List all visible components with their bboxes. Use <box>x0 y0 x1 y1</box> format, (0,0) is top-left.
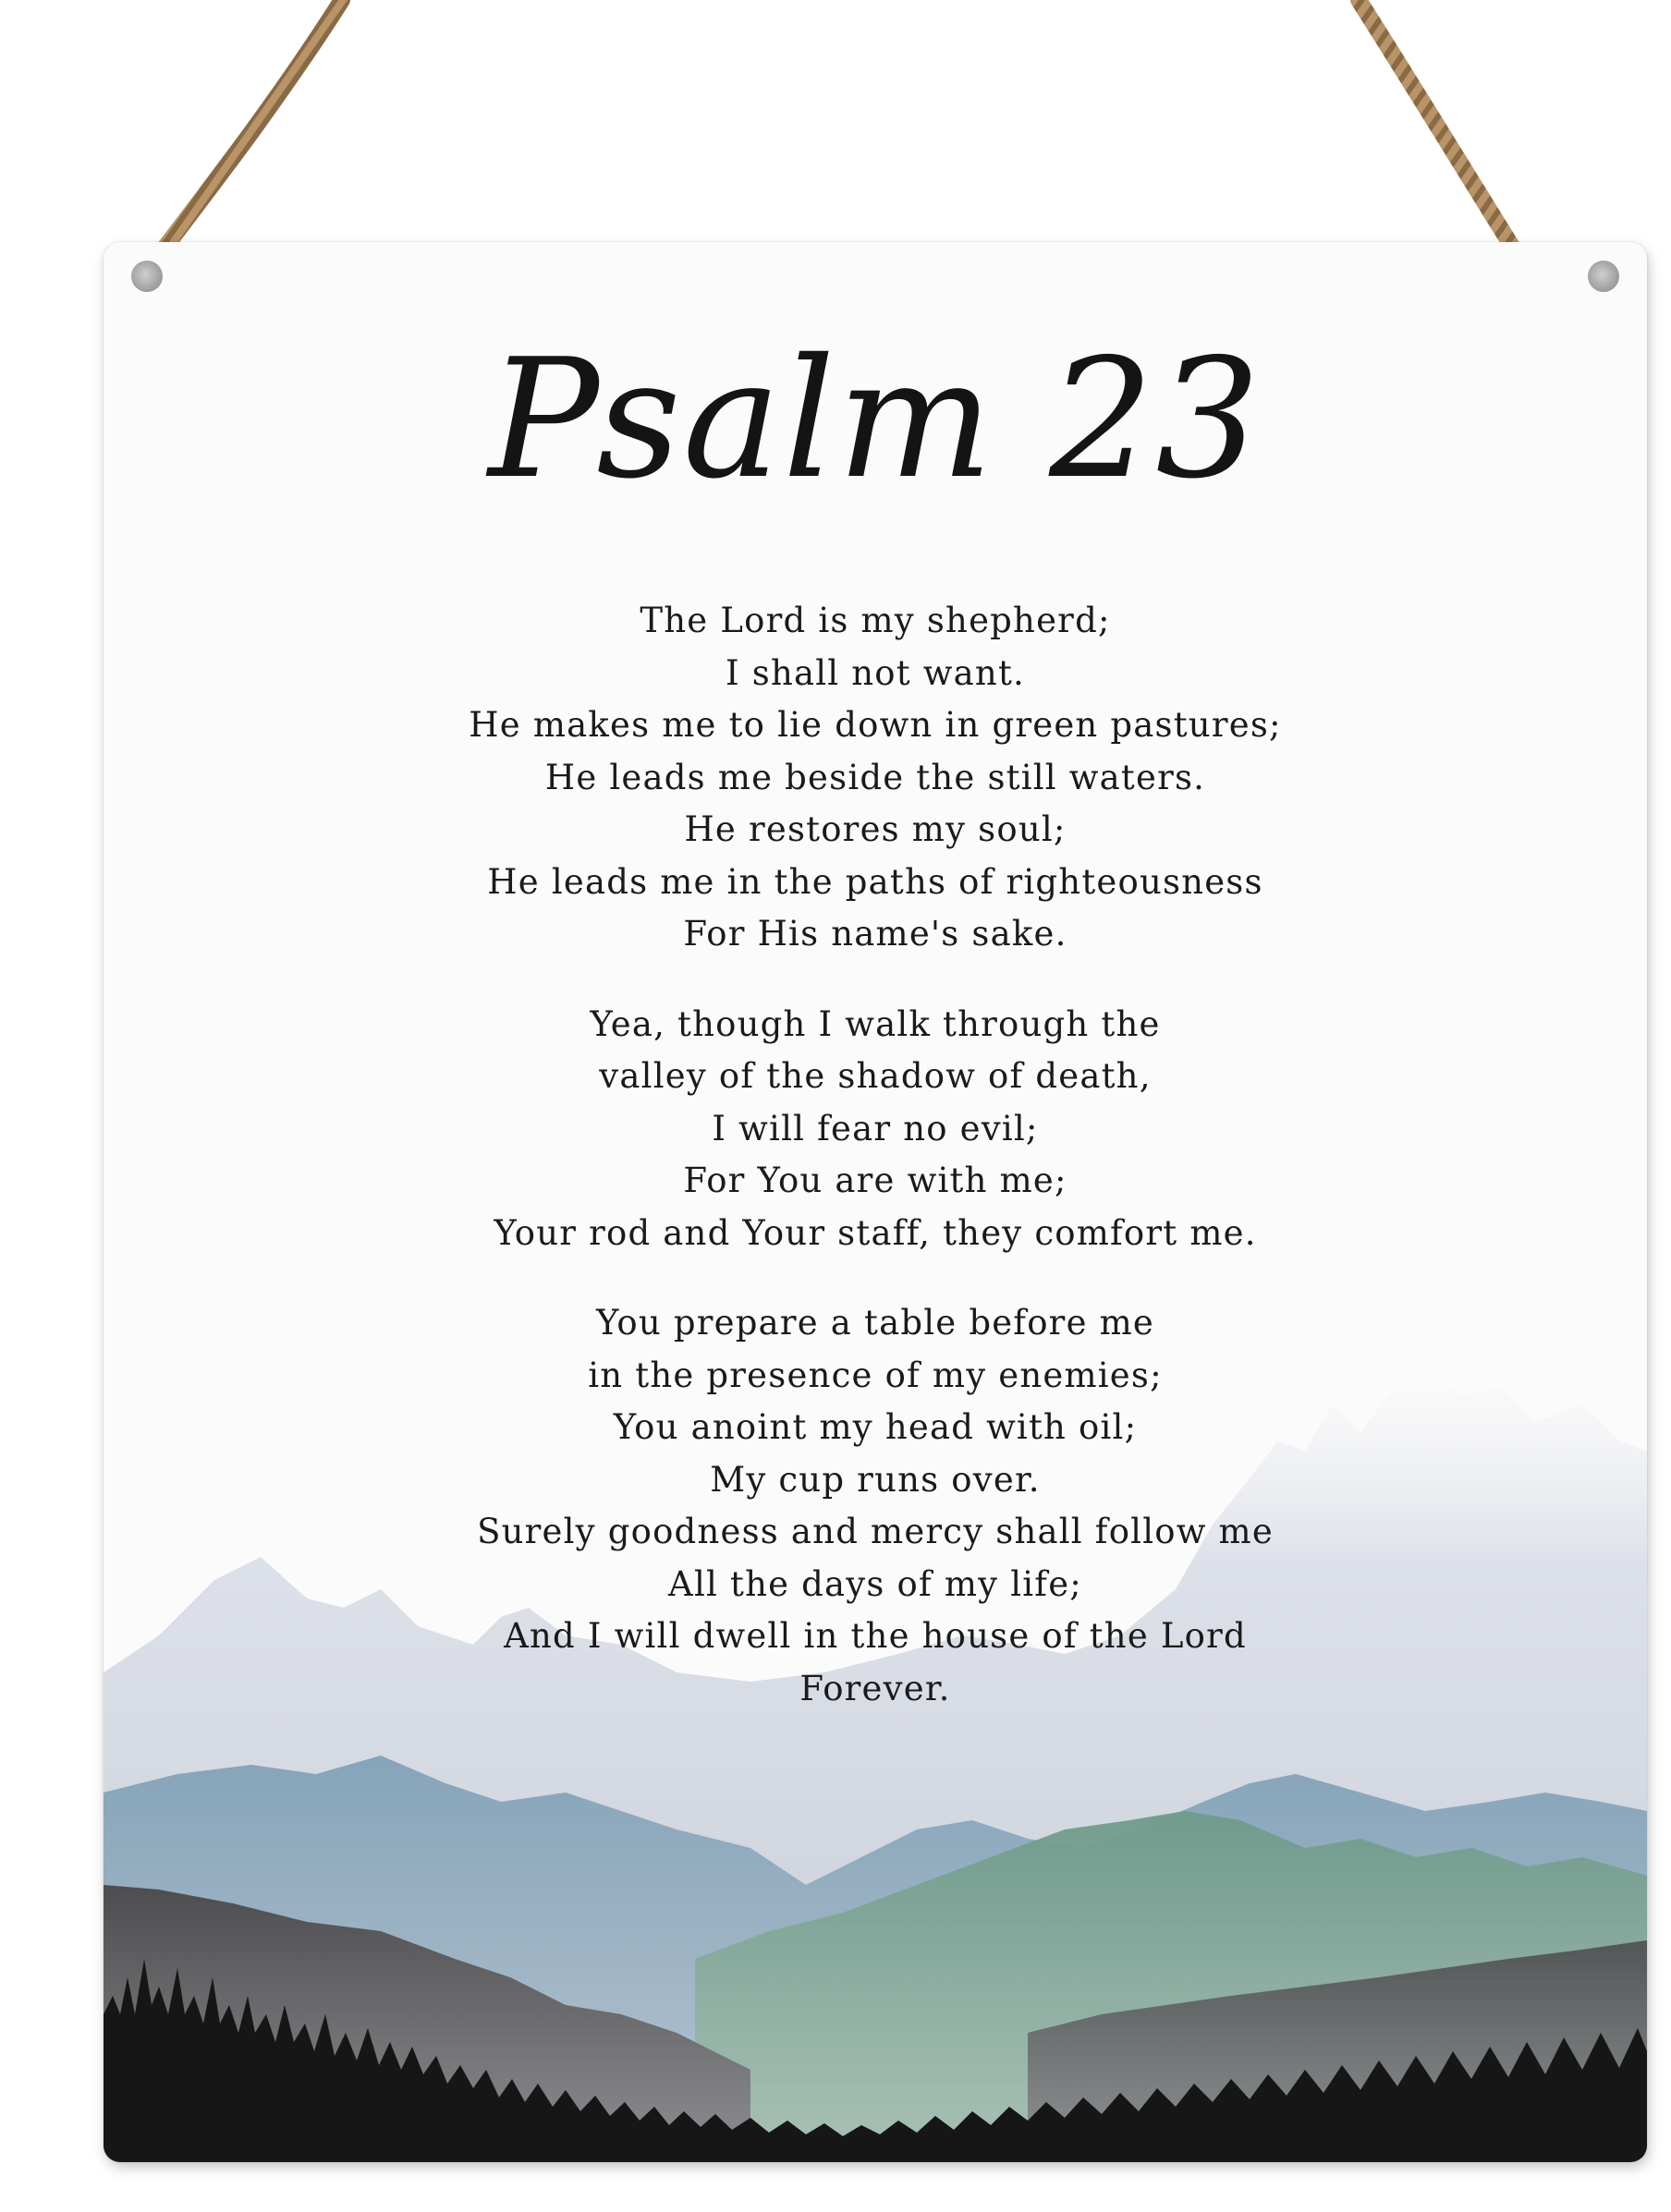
stanza-2 <box>104 999 1647 1260</box>
verse-line: For His name's sake. <box>683 914 1067 954</box>
verse-line: He makes me to lie down in green pastures; <box>469 705 1282 745</box>
verse-line: You anoint my head with oil; <box>613 1407 1138 1447</box>
verse-line: And I will dwell in the house of the Lord <box>504 1616 1247 1656</box>
verse-line: You prepare a table before me <box>595 1303 1155 1343</box>
verse-line: Yea, though I walk through the <box>590 1003 1161 1044</box>
verse-line: valley of the shadow of death, <box>599 1056 1152 1096</box>
verse-line: in the presence of my enemies; <box>588 1355 1163 1395</box>
wooden-sign <box>104 242 1647 2162</box>
verse-line: I will fear no evil; <box>712 1108 1039 1149</box>
verse-line: For You are with me; <box>683 1161 1067 1200</box>
verse-line: He restores my soul; <box>684 809 1067 849</box>
verse-line: The Lord is my shepherd; <box>640 601 1111 640</box>
verse-line: All the days of my life; <box>668 1563 1082 1604</box>
verse-line: He leads me in the paths of righteousness <box>487 861 1263 902</box>
verse-line: He leads me beside the still waters. <box>544 757 1206 797</box>
verse-line: Your rod and Your staff, they comfort me. <box>494 1212 1257 1253</box>
verse-line: My cup runs over. <box>710 1459 1041 1500</box>
verse-line: Surely goodness and mercy shall follow me <box>477 1512 1274 1551</box>
hanging-hole-left <box>131 261 163 292</box>
hanging-hole-right <box>1588 261 1619 292</box>
stanza-1 <box>104 595 1647 961</box>
sign-title: Psalm 23 <box>488 323 1262 515</box>
psalm-verse-text <box>104 595 1647 1753</box>
stanza-3 <box>104 1297 1647 1715</box>
verse-line: Forever. <box>799 1668 951 1708</box>
verse-line: I shall not want. <box>725 652 1025 693</box>
